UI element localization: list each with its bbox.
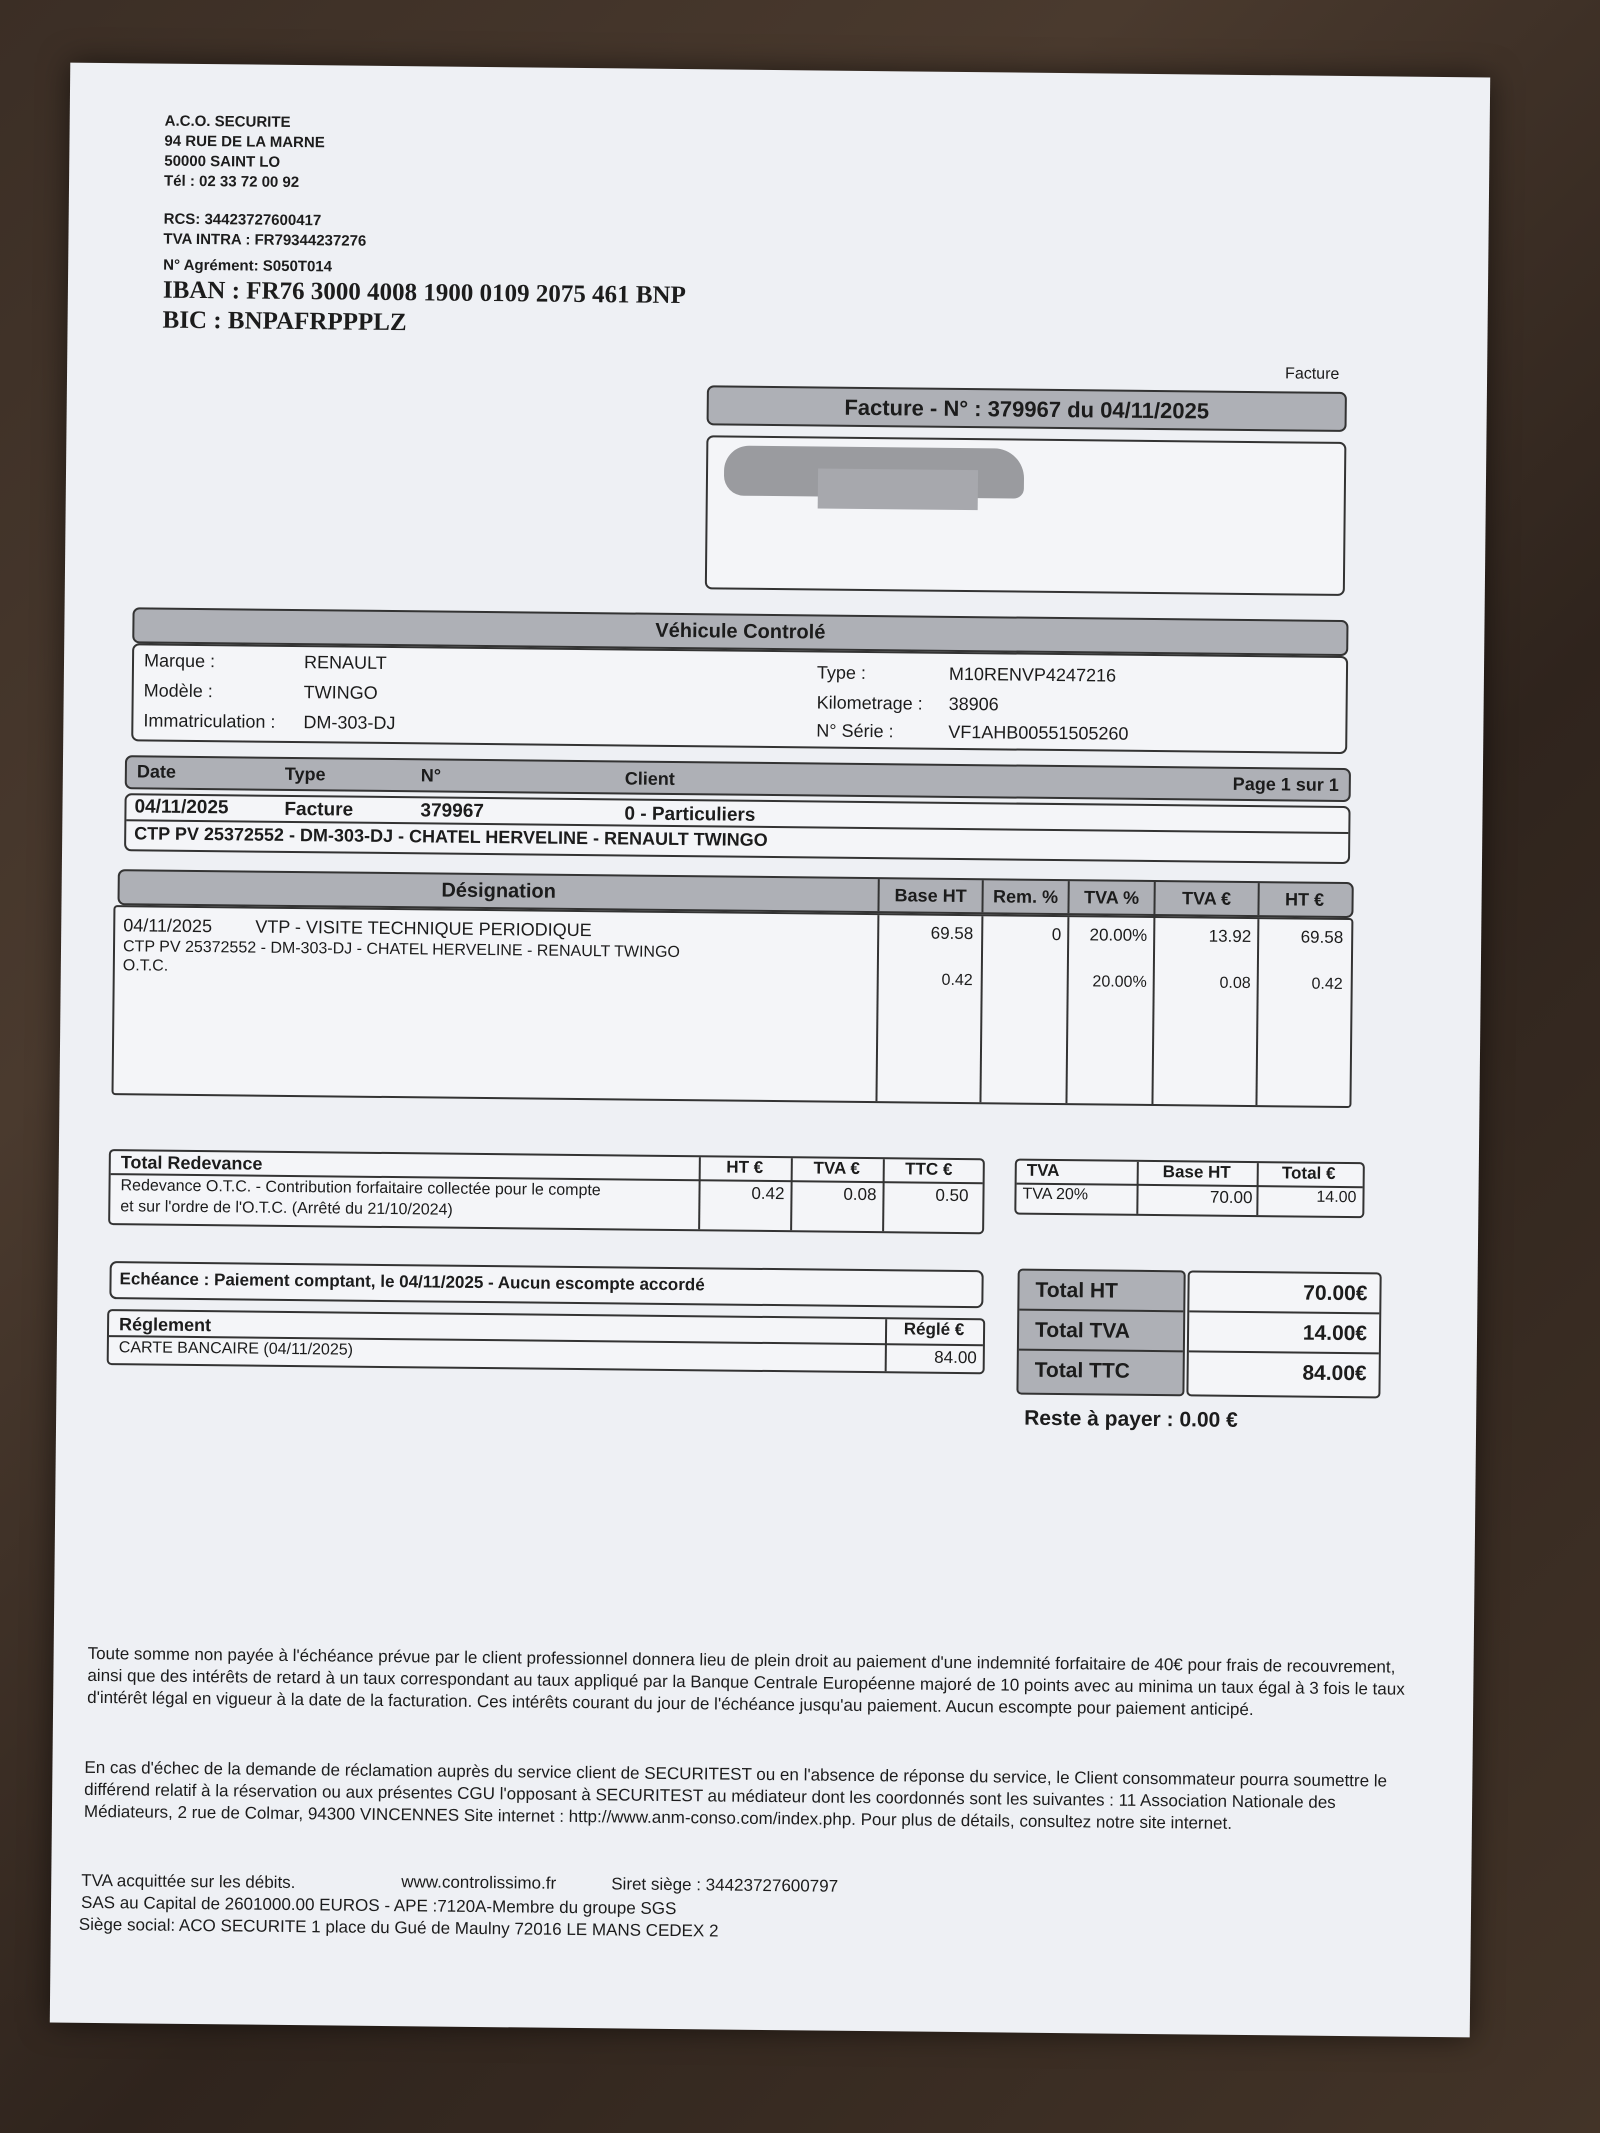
- redevance-tva: 0.08: [843, 1184, 877, 1205]
- tva-pct-header: TVA %: [1083, 887, 1140, 908]
- row-divider: [1019, 1309, 1183, 1313]
- redevance-ht: 0.42: [751, 1183, 785, 1204]
- km-label: Kilometrage :: [816, 692, 923, 714]
- line1-label: VTP - VISITE TECHNIQUE PERIODIQUE: [255, 916, 592, 941]
- tva-summary-total-header: Total €: [1281, 1163, 1336, 1183]
- client-address-box: [705, 435, 1347, 596]
- company-agrement: N° Agrément: S050T014: [163, 256, 333, 276]
- serie-label: N° Série :: [816, 720, 894, 742]
- reglement-mode: CARTE BANCAIRE (04/11/2025): [118, 1339, 354, 1359]
- total-tva-label: Total TVA: [1034, 1318, 1131, 1343]
- tva-eur-header: TVA €: [1181, 888, 1232, 909]
- tva-summary-tva-header: TVA: [1026, 1160, 1060, 1181]
- legal-siret: Siret siège : 34423727600797: [611, 1874, 839, 1896]
- company-block: [162, 112, 687, 341]
- redevance-table: [108, 1149, 985, 1234]
- modele-label: Modèle :: [143, 680, 213, 702]
- company-city: 50000 SAINT LO: [164, 152, 281, 171]
- company-bic: BIC : BNPAFRPPPLZ: [162, 306, 407, 337]
- total-ht-label: Total HT: [1035, 1278, 1119, 1303]
- docinfo-num-header: N°: [420, 765, 442, 786]
- line1-ht-eur: 69.58: [1300, 927, 1344, 947]
- base-ht-header: Base HT: [894, 885, 967, 907]
- line1-base-ht: 69.58: [930, 923, 974, 944]
- modele-value: TWINGO: [303, 682, 378, 703]
- legal-website: www.controlissimo.fr: [401, 1872, 557, 1893]
- docinfo-client: 0 - Particuliers: [624, 803, 756, 826]
- designation-header: Désignation: [441, 879, 556, 903]
- legal-capital: SAS au Capital de 2601000.00 EUROS - APE :7120A-Membre du groupe SGS: [80, 1892, 677, 1919]
- marque-label: Marque :: [143, 650, 216, 672]
- invoice-title: Facture - N° : 379967 du 04/11/2025: [844, 394, 1210, 424]
- row-divider: [1019, 1349, 1183, 1353]
- company-street: 94 RUE DE LA MARNE: [164, 132, 325, 152]
- total-ht-value: 70.00€: [1303, 1281, 1368, 1306]
- echeance-box: [109, 1261, 983, 1308]
- line1-date: 04/11/2025: [123, 915, 213, 937]
- line2-ht-eur: 0.42: [1311, 975, 1343, 993]
- totals-values: [1186, 1270, 1381, 1398]
- total-ttc-value: 84.00€: [1302, 1361, 1367, 1386]
- line1-rem: 0: [1051, 924, 1062, 945]
- legal-mediation: En cas d'échec de la demande de réclamation auprès du service client de SECURITEST ou en l'absence de réponse du service, le Client consommateur pourra soumettre le différend relatif à la réservation ou aux présentes CGU l'opposant à SECURITEST au médiateur dont les coordonnés sont les suivantes : 11 Association Nationale des Médiateurs, 2 rue de Colmar, 94300 VINCENNES Site internet : http://www.anm-conso.com/index.php. Pour plus de détails, consultez notre site internet.: [83, 1757, 1388, 1833]
- redevance-desc-1: Redevance O.T.C. - Contribution forfaitaire collectée pour le compte: [120, 1177, 601, 1200]
- reste-a-payer: Reste à payer : 0.00 €: [1024, 1406, 1238, 1432]
- immat-value: DM-303-DJ: [303, 712, 396, 734]
- type-label: Type :: [816, 662, 867, 683]
- legal-tva-debits: TVA acquittée sur les débits.: [81, 1870, 296, 1893]
- legal-penalties: Toute somme non payée à l'échéance prévue par le client professionnel donnera lieu de plein droit au paiement d'une indemnité forfaitaire de 40€ pour frais de recouvrement, ainsi que des intérêts de retard à un taux correspondant au taux appliqué par la Banque Centrale Européenne majoré de 10 points avec au minima un taux égal à 3 fois le taux d'intérêt légal en vigueur à la date de la facturation. Ces intérêts courant du jour de l'échéance jusqu'au paiement. Aucun escompte pour paiement anticipé.: [87, 1643, 1405, 1720]
- redevance-heading: Total Redevance: [120, 1152, 263, 1174]
- docinfo-type-header: Type: [284, 763, 326, 785]
- tva-summary-total: 14.00: [1316, 1188, 1357, 1207]
- lines-body: [111, 905, 1353, 1108]
- docinfo-page: Page 1 sur 1: [1232, 773, 1339, 795]
- tva-summary-table: [1014, 1159, 1365, 1219]
- company-iban: IBAN : FR76 3000 4008 1900 0109 2075 461 BNP: [162, 276, 686, 310]
- redevance-ht-header: HT €: [726, 1157, 764, 1177]
- redacted-address: [818, 468, 978, 510]
- invoice-paper: [50, 63, 1490, 2038]
- docinfo-box: [124, 793, 1351, 864]
- company-rcs: RCS: 34423727600417: [163, 210, 322, 230]
- immat-label: Immatriculation :: [143, 710, 276, 732]
- line1-tva-eur: 13.92: [1208, 926, 1252, 947]
- ht-eur-header: HT €: [1284, 889, 1325, 910]
- docinfo-type: Facture: [284, 798, 354, 821]
- marque-value: RENAULT: [303, 652, 387, 673]
- redevance-ttc: 0.50: [935, 1185, 969, 1206]
- company-name: A.C.O. SECURITE: [164, 112, 291, 131]
- invoice-title-bar: [707, 385, 1347, 432]
- redevance-desc-2: et sur l'ordre de l'O.T.C. (Arrêté du 21/10/2024): [120, 1198, 453, 1219]
- reglement-regle-header: Réglé €: [903, 1319, 965, 1340]
- type-value: M10RENVP4247216: [948, 663, 1117, 686]
- line1-detail: CTP PV 25372552 - DM-303-DJ - CHATEL HERVELINE - RENAULT TWINGO: [122, 938, 681, 962]
- docinfo-client-header: Client: [624, 768, 675, 789]
- tva-summary-rate: TVA 20%: [1022, 1185, 1089, 1204]
- total-tva-value: 14.00€: [1302, 1321, 1368, 1346]
- row-divider: [1189, 1310, 1379, 1314]
- docinfo-num: 379967: [420, 800, 484, 822]
- reglement-table: [107, 1309, 986, 1374]
- line2-label: O.T.C.: [122, 957, 169, 975]
- vehicle-box: [131, 643, 1348, 754]
- tva-summary-base-header: Base HT: [1162, 1162, 1231, 1182]
- doc-type-label: Facture: [1285, 365, 1340, 383]
- redevance-ttc-header: TTC €: [905, 1159, 953, 1179]
- company-tva-intra: TVA INTRA : FR79344237276: [163, 230, 367, 250]
- rem-header: Rem. %: [993, 886, 1059, 908]
- tva-summary-base: 70.00: [1209, 1187, 1253, 1208]
- line2-tva-eur: 0.08: [1219, 974, 1251, 993]
- row-divider: [1189, 1350, 1379, 1354]
- totals-labels: [1016, 1269, 1185, 1397]
- vehicle-heading: Véhicule Controlé: [655, 619, 826, 644]
- echeance-text: Echéance : Paiement comptant, le 04/11/2025 - Aucun escompte accordé: [119, 1269, 705, 1295]
- company-phone: Tél : 02 33 72 00 92: [163, 172, 300, 192]
- reglement-heading: Réglement: [118, 1314, 212, 1336]
- km-value: 38906: [948, 693, 999, 715]
- docinfo-ref: CTP PV 25372552 - DM-303-DJ - CHATEL HERVELINE - RENAULT TWINGO: [134, 823, 768, 850]
- line2-base-ht: 0.42: [941, 971, 973, 990]
- line1-tva-pct: 20.00%: [1089, 925, 1148, 945]
- docinfo-date-header: Date: [136, 761, 177, 782]
- redevance-tva-header: TVA €: [813, 1158, 861, 1178]
- total-ttc-label: Total TTC: [1034, 1358, 1131, 1383]
- reglement-amount: 84.00: [934, 1347, 977, 1368]
- docinfo-date: 04/11/2025: [134, 796, 229, 819]
- legal-siege: Siège social: ACO SECURITE 1 place du Gué de Maulny 72016 LE MANS CEDEX 2: [78, 1914, 719, 1941]
- serie-value: VF1AHB00551505260: [948, 721, 1129, 744]
- line2-tva-pct: 20.00%: [1092, 973, 1147, 991]
